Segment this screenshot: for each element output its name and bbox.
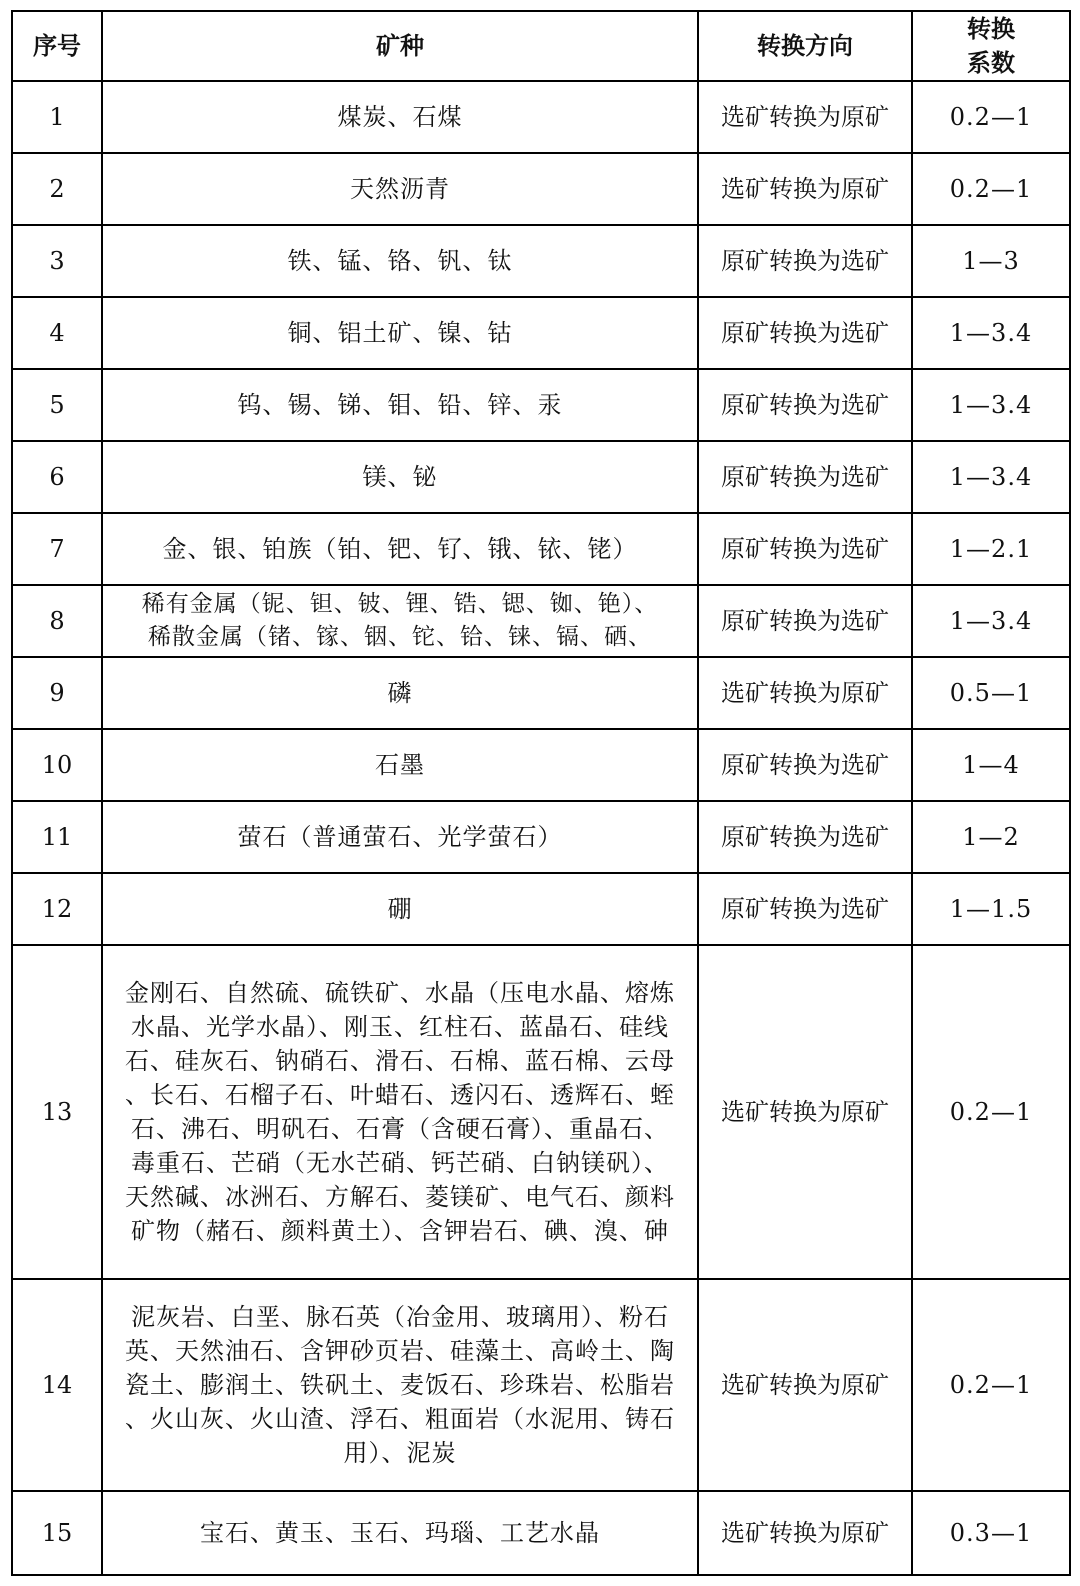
row-coefficient: 1—2.1 — [912, 513, 1070, 585]
row-mineral: 金刚石、自然硫、硫铁矿、水晶（压电水晶、熔炼 水晶、光学水晶）、刚玉、红柱石、蓝晶石、硅线 石、硅灰石、钠硝石、滑石、石棉、蓝石棉、云母 、长石、石榴子石、叶蜡石、透闪石、透辉石、蛭 石、沸石、明矾石、石膏（含硬石膏）、重晶石、 毒重石、芒硝（无水芒硝、钙芒硝、白钠镁矾）、 天然碱、冰洲石、方解石、菱镁矿、电气石、颜料 矿物（赭石、颜料黄土）、含钾岩石、碘、溴、砷 — [102, 945, 698, 1279]
row-direction: 选矿转换为原矿 — [698, 153, 912, 225]
mineral-conversion-table — [11, 10, 1071, 1576]
table-row — [12, 945, 1070, 1279]
row-number: 6 — [12, 441, 102, 513]
row-mineral: 萤石（普通萤石、光学萤石） — [102, 801, 698, 873]
header-coefficient-line2: 系数 — [967, 49, 1015, 77]
row-direction: 选矿转换为原矿 — [698, 1491, 912, 1575]
table-row — [12, 1279, 1070, 1491]
row-coefficient: 0.2—1 — [912, 153, 1070, 225]
row-mineral: 硼 — [102, 873, 698, 945]
row-coefficient: 0.5—1 — [912, 657, 1070, 729]
row-coefficient: 1—3.4 — [912, 585, 1070, 657]
row-number: 13 — [12, 945, 102, 1279]
row-number: 12 — [12, 873, 102, 945]
row-direction: 原矿转换为选矿 — [698, 873, 912, 945]
row-direction: 原矿转换为选矿 — [698, 513, 912, 585]
row-coefficient: 1—1.5 — [912, 873, 1070, 945]
row-direction: 原矿转换为选矿 — [698, 369, 912, 441]
row-mineral: 钨、锡、锑、钼、铅、锌、汞 — [102, 369, 698, 441]
row-direction: 原矿转换为选矿 — [698, 801, 912, 873]
row-number: 9 — [12, 657, 102, 729]
row-coefficient: 1—3.4 — [912, 441, 1070, 513]
row-coefficient: 1—4 — [912, 729, 1070, 801]
row-mineral: 稀有金属（铌、钽、铍、锂、锆、锶、铷、铯）、 稀散金属（锗、镓、铟、铊、铪、铼、镉、硒、 — [102, 585, 698, 657]
row-coefficient: 1—3.4 — [912, 297, 1070, 369]
document-page — [11, 10, 1069, 1578]
row-direction: 原矿转换为选矿 — [698, 729, 912, 801]
table-row — [12, 297, 1070, 369]
row-mineral: 天然沥青 — [102, 153, 698, 225]
row-mineral: 石墨 — [102, 729, 698, 801]
row-number: 10 — [12, 729, 102, 801]
header-seq: 序号 — [12, 11, 102, 81]
row-direction: 选矿转换为原矿 — [698, 945, 912, 1279]
row-direction: 原矿转换为选矿 — [698, 585, 912, 657]
row-number: 14 — [12, 1279, 102, 1491]
table-row — [12, 801, 1070, 873]
table-row — [12, 441, 1070, 513]
row-number: 5 — [12, 369, 102, 441]
row-coefficient: 0.2—1 — [912, 945, 1070, 1279]
header-direction: 转换方向 — [698, 11, 912, 81]
table-row — [12, 369, 1070, 441]
table-row — [12, 81, 1070, 153]
row-coefficient: 1—3.4 — [912, 369, 1070, 441]
row-number: 8 — [12, 585, 102, 657]
row-number: 3 — [12, 225, 102, 297]
row-direction: 选矿转换为原矿 — [698, 81, 912, 153]
table-row — [12, 225, 1070, 297]
row-mineral: 煤炭、石煤 — [102, 81, 698, 153]
table-row — [12, 1491, 1070, 1575]
row-number: 4 — [12, 297, 102, 369]
table-row — [12, 657, 1070, 729]
row-mineral: 金、银、铂族（铂、钯、钌、锇、铱、铑） — [102, 513, 698, 585]
row-direction: 原矿转换为选矿 — [698, 441, 912, 513]
row-number: 7 — [12, 513, 102, 585]
header-mineral: 矿种 — [102, 11, 698, 81]
table-row — [12, 873, 1070, 945]
row-number: 2 — [12, 153, 102, 225]
table-row — [12, 513, 1070, 585]
row-direction: 原矿转换为选矿 — [698, 297, 912, 369]
header-coefficient-line1: 转换 — [967, 15, 1015, 43]
row-number: 11 — [12, 801, 102, 873]
row-number: 15 — [12, 1491, 102, 1575]
row-number: 1 — [12, 81, 102, 153]
header-row — [12, 11, 1070, 81]
header-coefficient — [912, 11, 1070, 81]
row-coefficient: 0.3—1 — [912, 1491, 1070, 1575]
row-mineral: 宝石、黄玉、玉石、玛瑙、工艺水晶 — [102, 1491, 698, 1575]
row-mineral: 铜、铝土矿、镍、钴 — [102, 297, 698, 369]
row-coefficient: 1—3 — [912, 225, 1070, 297]
row-mineral: 镁、铋 — [102, 441, 698, 513]
table-row — [12, 729, 1070, 801]
row-coefficient: 0.2—1 — [912, 81, 1070, 153]
row-mineral: 泥灰岩、白垩、脉石英（冶金用、玻璃用）、粉石 英、天然油石、含钾砂页岩、硅藻土、高岭土、陶 瓷土、膨润土、铁矾土、麦饭石、珍珠岩、松脂岩 、火山灰、火山渣、浮石、粗面岩（水泥用、铸石 用）、泥炭 — [102, 1279, 698, 1491]
row-mineral: 铁、锰、铬、钒、钛 — [102, 225, 698, 297]
row-direction: 原矿转换为选矿 — [698, 225, 912, 297]
row-coefficient: 1—2 — [912, 801, 1070, 873]
table-row — [12, 153, 1070, 225]
row-direction: 选矿转换为原矿 — [698, 1279, 912, 1491]
row-mineral: 磷 — [102, 657, 698, 729]
table-row — [12, 585, 1070, 657]
row-direction: 选矿转换为原矿 — [698, 657, 912, 729]
row-coefficient: 0.2—1 — [912, 1279, 1070, 1491]
